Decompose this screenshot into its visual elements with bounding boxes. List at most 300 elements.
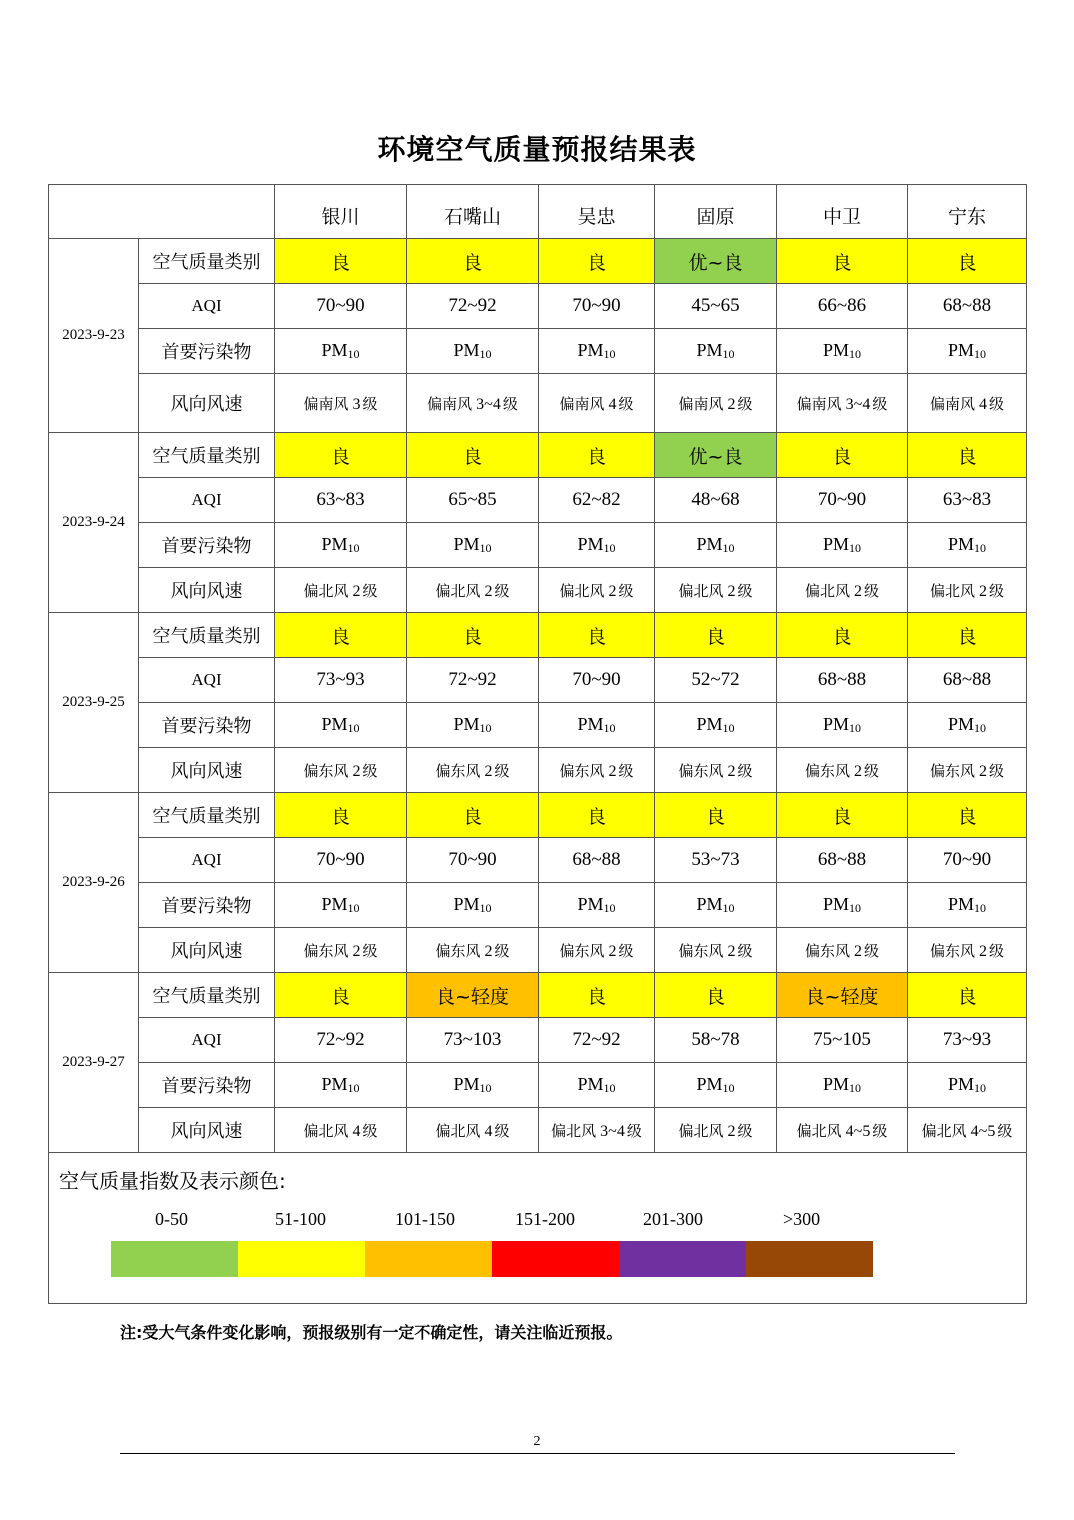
legend-range-label: 101-150 (395, 1209, 455, 1229)
primary-pollutant (407, 703, 539, 748)
wind-direction: 偏东风 (804, 761, 850, 780)
pollutant-row (49, 703, 1027, 748)
pollutant-subscript: 10 (974, 721, 986, 735)
wind-direction: 偏南风 (427, 394, 473, 413)
pollutant-subscript: 10 (479, 347, 492, 361)
pollutant-name: PM (947, 894, 974, 914)
pollutant-subscript: 10 (849, 347, 861, 361)
wind-direction: 偏北风 (435, 581, 481, 600)
primary-pollutant (275, 703, 407, 748)
wind-forecast (655, 748, 777, 793)
legend-color-swatch (111, 1241, 238, 1277)
wind-direction: 偏东风 (435, 941, 481, 960)
row-label-category: 空气质量类别 (139, 973, 275, 1018)
pollutant-subscript: 10 (603, 347, 616, 361)
row-label-pollutant: 首要污染物 (139, 523, 275, 568)
pollutant-name: PM (822, 340, 849, 360)
legend-cell (49, 1153, 1027, 1304)
pollutant-name: PM (453, 534, 480, 554)
air-quality-category: 良 (908, 613, 1027, 658)
aqi-value: 62~82 (539, 478, 655, 523)
wind-unit: 级 (989, 394, 1005, 413)
pollutant-name: PM (822, 714, 849, 734)
air-quality-category: 良 (655, 973, 777, 1018)
air-quality-category: 良~轻度 (407, 973, 539, 1018)
row-label-category: 空气质量类别 (139, 433, 275, 478)
pollutant-name: PM (696, 1074, 723, 1094)
wind-unit: 级 (502, 394, 518, 413)
wind-level: 2 (727, 395, 736, 413)
row-label-category: 空气质量类别 (139, 793, 275, 838)
legend-color-swatch (746, 1241, 873, 1277)
row-label-aqi: AQI (139, 478, 275, 523)
primary-pollutant (777, 1063, 908, 1108)
air-quality-category: 良 (539, 433, 655, 478)
air-quality-category: 良 (908, 433, 1027, 478)
pollutant-subscript: 10 (974, 541, 986, 555)
air-quality-category: 良 (655, 793, 777, 838)
pollutant-row (49, 883, 1027, 928)
pollutant-subscript: 10 (722, 721, 735, 735)
wind-direction: 偏东风 (303, 941, 349, 960)
primary-pollutant (908, 329, 1027, 374)
wind-unit: 级 (494, 1121, 510, 1140)
wind-unit: 级 (362, 394, 378, 413)
wind-forecast (407, 1108, 539, 1153)
aqi-value: 72~92 (275, 1018, 407, 1063)
wind-direction: 偏北风 (303, 1121, 349, 1140)
pollutant-subscript: 10 (722, 347, 735, 361)
wind-direction: 偏北风 (303, 581, 349, 600)
legend-color-swatch (492, 1241, 619, 1277)
pollutant-name: PM (822, 1074, 849, 1094)
aqi-value: 68~88 (777, 658, 908, 703)
pollutant-name: PM (947, 714, 974, 734)
wind-direction: 偏东风 (559, 941, 605, 960)
pollutant-subscript: 10 (603, 1081, 616, 1095)
wind-forecast (777, 374, 908, 433)
footer-divider (120, 1453, 955, 1454)
primary-pollutant (655, 703, 777, 748)
forecast-table-body (49, 185, 1027, 1304)
wind-level: 4 (484, 1122, 493, 1140)
wind-forecast (407, 928, 539, 973)
primary-pollutant (539, 329, 655, 374)
pollutant-name: PM (696, 714, 723, 734)
wind-unit: 级 (618, 941, 634, 960)
wind-row (49, 928, 1027, 973)
wind-direction: 偏东风 (559, 761, 605, 780)
legend-row (49, 1153, 1027, 1304)
pollutant-name: PM (696, 340, 723, 360)
wind-unit: 级 (737, 394, 753, 413)
pollutant-name: PM (822, 894, 849, 914)
wind-forecast (407, 748, 539, 793)
row-label-wind: 风向风速 (139, 1108, 275, 1153)
primary-pollutant (908, 1063, 1027, 1108)
row-label-wind: 风向风速 (139, 374, 275, 433)
air-quality-category: 良 (777, 793, 908, 838)
city-header: 吴忠 (539, 185, 655, 239)
wind-direction: 偏东风 (678, 761, 724, 780)
wind-forecast (539, 1108, 655, 1153)
aqi-row (49, 1018, 1027, 1063)
legend-color-bar (111, 1241, 873, 1277)
aqi-value: 68~88 (539, 838, 655, 883)
air-quality-category: 良 (539, 239, 655, 284)
wind-direction: 偏东风 (435, 761, 481, 780)
wind-level: 2 (727, 582, 736, 600)
legend-range-label: 151-200 (515, 1209, 575, 1229)
row-label-pollutant: 首要污染物 (139, 329, 275, 374)
aqi-value: 72~92 (407, 658, 539, 703)
header-corner (49, 185, 275, 239)
wind-unit: 级 (362, 941, 378, 960)
primary-pollutant (539, 883, 655, 928)
wind-unit: 级 (494, 941, 510, 960)
primary-pollutant (539, 1063, 655, 1108)
legend-range-label: 51-100 (275, 1209, 326, 1229)
air-quality-category: 良 (275, 239, 407, 284)
primary-pollutant (777, 523, 908, 568)
city-header: 宁东 (908, 185, 1027, 239)
pollutant-subscript: 10 (479, 1081, 492, 1095)
pollutant-name: PM (947, 1074, 974, 1094)
wind-level: 3~4 (845, 395, 871, 413)
legend-range-label: >300 (783, 1209, 821, 1229)
air-quality-category: 良 (777, 239, 908, 284)
wind-unit: 级 (737, 941, 753, 960)
pollutant-subscript: 10 (347, 901, 360, 915)
row-label-pollutant: 首要污染物 (139, 883, 275, 928)
primary-pollutant (275, 523, 407, 568)
pollutant-subscript: 10 (603, 721, 616, 735)
wind-forecast (655, 568, 777, 613)
air-quality-category: 良 (655, 613, 777, 658)
wind-forecast (777, 928, 908, 973)
wind-level: 2 (727, 942, 736, 960)
air-quality-category: 良 (275, 973, 407, 1018)
row-label-pollutant: 首要污染物 (139, 1063, 275, 1108)
wind-forecast (655, 1108, 777, 1153)
pollutant-subscript: 10 (479, 901, 492, 915)
wind-unit: 级 (989, 761, 1005, 780)
wind-forecast (275, 928, 407, 973)
pollutant-name: PM (453, 894, 480, 914)
air-quality-category: 良 (908, 973, 1027, 1018)
air-quality-category: 良 (407, 613, 539, 658)
forecast-table (48, 184, 1027, 1304)
wind-forecast (655, 374, 777, 433)
aqi-value: 70~90 (539, 658, 655, 703)
aqi-row (49, 478, 1027, 523)
aqi-value: 72~92 (539, 1018, 655, 1063)
pollutant-subscript: 10 (347, 347, 360, 361)
wind-forecast (275, 568, 407, 613)
pollutant-name: PM (577, 714, 604, 734)
wind-forecast (908, 748, 1027, 793)
wind-level: 2 (352, 582, 361, 600)
pollutant-name: PM (453, 714, 480, 734)
page-number: 2 (533, 1434, 541, 1449)
aqi-row (49, 658, 1027, 703)
aqi-value: 70~90 (275, 284, 407, 329)
pollutant-subscript: 10 (347, 541, 360, 555)
wind-direction: 偏东风 (929, 761, 975, 780)
legend-title: 空气质量指数及表示颜色: (59, 1169, 286, 1193)
wind-direction: 偏南风 (796, 394, 842, 413)
row-label-wind: 风向风速 (139, 928, 275, 973)
pollutant-subscript: 10 (603, 901, 616, 915)
aqi-row (49, 838, 1027, 883)
aqi-row (49, 284, 1027, 329)
forecast-note: 注:受大气条件变化影响，预报级别有一定不确定性，请关注临近预报。 (120, 1323, 623, 1342)
wind-direction: 偏北风 (435, 1121, 481, 1140)
wind-forecast (655, 928, 777, 973)
pollutant-name: PM (577, 340, 604, 360)
aqi-value: 68~88 (777, 838, 908, 883)
wind-unit: 级 (997, 1121, 1013, 1140)
pollutant-name: PM (321, 714, 348, 734)
wind-direction: 偏北风 (804, 581, 850, 600)
pollutant-subscript: 10 (849, 541, 861, 555)
wind-row (49, 748, 1027, 793)
pollutant-subscript: 10 (849, 721, 861, 735)
wind-level: 4~5 (845, 1122, 871, 1140)
pollutant-subscript: 10 (603, 541, 616, 555)
aqi-value: 65~85 (407, 478, 539, 523)
legend-range-label: 201-300 (643, 1209, 703, 1229)
wind-direction: 偏北风 (678, 581, 724, 600)
pollutant-name: PM (453, 340, 480, 360)
wind-forecast (777, 568, 908, 613)
air-quality-category: 良~轻度 (777, 973, 908, 1018)
wind-direction: 偏北风 (921, 1121, 967, 1140)
aqi-value: 72~92 (407, 284, 539, 329)
wind-forecast (407, 568, 539, 613)
primary-pollutant (655, 523, 777, 568)
forecast-date: 2023-9-23 (49, 239, 139, 433)
pollutant-subscript: 10 (974, 1081, 986, 1095)
wind-forecast (275, 1108, 407, 1153)
wind-unit: 级 (864, 941, 880, 960)
primary-pollutant (908, 523, 1027, 568)
row-label-pollutant: 首要污染物 (139, 703, 275, 748)
primary-pollutant (655, 1063, 777, 1108)
pollutant-name: PM (577, 1074, 604, 1094)
aqi-color-legend (49, 1153, 1026, 1303)
category-row (49, 973, 1027, 1018)
primary-pollutant (539, 523, 655, 568)
pollutant-subscript: 10 (722, 1081, 735, 1095)
aqi-value: 53~73 (655, 838, 777, 883)
wind-unit: 级 (494, 761, 510, 780)
wind-level: 2 (854, 582, 862, 600)
wind-forecast (539, 748, 655, 793)
row-label-category: 空气质量类别 (139, 239, 275, 284)
air-quality-category: 良 (539, 613, 655, 658)
city-header: 石嘴山 (407, 185, 539, 239)
wind-unit: 级 (872, 1121, 888, 1140)
wind-forecast (275, 748, 407, 793)
category-row (49, 793, 1027, 838)
pollutant-subscript: 10 (347, 721, 360, 735)
city-header: 银川 (275, 185, 407, 239)
wind-direction: 偏南风 (929, 394, 975, 413)
row-label-aqi: AQI (139, 658, 275, 703)
wind-direction: 偏东风 (678, 941, 724, 960)
wind-row (49, 568, 1027, 613)
pollutant-subscript: 10 (722, 541, 735, 555)
primary-pollutant (655, 883, 777, 928)
row-label-category: 空气质量类别 (139, 613, 275, 658)
wind-level: 4~5 (970, 1122, 996, 1140)
pollutant-name: PM (947, 534, 974, 554)
category-row (49, 613, 1027, 658)
wind-level: 3~4 (476, 395, 501, 413)
wind-level: 2 (352, 942, 361, 960)
primary-pollutant (407, 329, 539, 374)
aqi-value: 63~83 (275, 478, 407, 523)
primary-pollutant (539, 703, 655, 748)
wind-level: 2 (484, 582, 493, 600)
wind-level: 2 (979, 582, 987, 600)
wind-level: 3 (352, 395, 361, 413)
pollutant-name: PM (453, 1074, 480, 1094)
air-quality-category: 良 (407, 793, 539, 838)
aqi-value: 70~90 (777, 478, 908, 523)
air-quality-category: 良 (275, 433, 407, 478)
aqi-value: 70~90 (908, 838, 1027, 883)
aqi-value: 68~88 (908, 658, 1027, 703)
wind-direction: 偏南风 (559, 394, 605, 413)
city-header: 固原 (655, 185, 777, 239)
wind-level: 4 (979, 395, 987, 413)
pollutant-name: PM (822, 534, 849, 554)
wind-level: 4 (608, 395, 617, 413)
legend-color-swatch (619, 1241, 746, 1277)
aqi-value: 66~86 (777, 284, 908, 329)
pollutant-name: PM (696, 534, 723, 554)
air-quality-category: 良 (275, 793, 407, 838)
forecast-date: 2023-9-25 (49, 613, 139, 793)
wind-direction: 偏南风 (303, 394, 349, 413)
primary-pollutant (407, 883, 539, 928)
wind-unit: 级 (989, 941, 1005, 960)
wind-row (49, 1108, 1027, 1153)
row-label-aqi: AQI (139, 284, 275, 329)
wind-forecast (539, 374, 655, 433)
aqi-value: 70~90 (407, 838, 539, 883)
wind-level: 2 (608, 582, 617, 600)
pollutant-subscript: 10 (479, 721, 492, 735)
air-quality-category: 良 (777, 613, 908, 658)
row-label-wind: 风向风速 (139, 748, 275, 793)
primary-pollutant (777, 329, 908, 374)
pollutant-name: PM (577, 894, 604, 914)
primary-pollutant (777, 883, 908, 928)
wind-level: 2 (352, 762, 361, 780)
pollutant-name: PM (947, 340, 974, 360)
city-header: 中卫 (777, 185, 908, 239)
pollutant-name: PM (321, 340, 348, 360)
wind-direction: 偏北风 (551, 1121, 597, 1140)
pollutant-subscript: 10 (849, 1081, 861, 1095)
aqi-value: 63~83 (908, 478, 1027, 523)
air-quality-category: 良 (777, 433, 908, 478)
wind-direction: 偏东风 (303, 761, 349, 780)
wind-level: 2 (484, 942, 493, 960)
air-quality-category: 良 (539, 793, 655, 838)
wind-level: 2 (727, 762, 736, 780)
primary-pollutant (275, 329, 407, 374)
wind-unit: 级 (737, 761, 753, 780)
pollutant-subscript: 10 (849, 901, 861, 915)
primary-pollutant (407, 1063, 539, 1108)
wind-level: 4 (352, 1122, 361, 1140)
row-label-aqi: AQI (139, 838, 275, 883)
wind-forecast (539, 568, 655, 613)
wind-level: 2 (608, 942, 617, 960)
air-quality-category: 良 (908, 239, 1027, 284)
pollutant-subscript: 10 (479, 541, 492, 555)
primary-pollutant (655, 329, 777, 374)
wind-forecast (908, 928, 1027, 973)
wind-direction: 偏东风 (929, 941, 975, 960)
aqi-value: 68~88 (908, 284, 1027, 329)
wind-unit: 级 (737, 1121, 753, 1140)
wind-forecast (777, 748, 908, 793)
aqi-value: 73~103 (407, 1018, 539, 1063)
aqi-value: 70~90 (539, 284, 655, 329)
wind-level: 2 (979, 762, 987, 780)
primary-pollutant (275, 1063, 407, 1108)
wind-direction: 偏东风 (804, 941, 850, 960)
pollutant-name: PM (577, 534, 604, 554)
wind-level: 2 (484, 762, 493, 780)
aqi-value: 73~93 (908, 1018, 1027, 1063)
aqi-value: 75~105 (777, 1018, 908, 1063)
pollutant-subscript: 10 (347, 1081, 360, 1095)
primary-pollutant (908, 883, 1027, 928)
pollutant-subscript: 10 (722, 901, 735, 915)
aqi-value: 58~78 (655, 1018, 777, 1063)
document-title: 环境空气质量预报结果表 (377, 133, 697, 166)
city-header-row (49, 185, 1027, 239)
wind-unit: 级 (737, 581, 753, 600)
aqi-value: 70~90 (275, 838, 407, 883)
air-quality-category: 良 (539, 973, 655, 1018)
air-quality-category: 良 (275, 613, 407, 658)
category-row (49, 433, 1027, 478)
air-quality-category: 良 (407, 433, 539, 478)
pollutant-row (49, 329, 1027, 374)
legend-range-labels (111, 1209, 873, 1231)
wind-level: 2 (854, 762, 862, 780)
wind-unit: 级 (494, 581, 510, 600)
aqi-value: 45~65 (655, 284, 777, 329)
row-label-aqi: AQI (139, 1018, 275, 1063)
pollutant-name: PM (696, 894, 723, 914)
wind-forecast (908, 568, 1027, 613)
wind-unit: 级 (362, 581, 378, 600)
wind-direction: 偏北风 (678, 1121, 724, 1140)
wind-forecast (908, 1108, 1027, 1153)
wind-level: 2 (727, 1122, 736, 1140)
wind-unit: 级 (362, 761, 378, 780)
wind-unit: 级 (872, 394, 888, 413)
wind-direction: 偏北风 (559, 581, 605, 600)
